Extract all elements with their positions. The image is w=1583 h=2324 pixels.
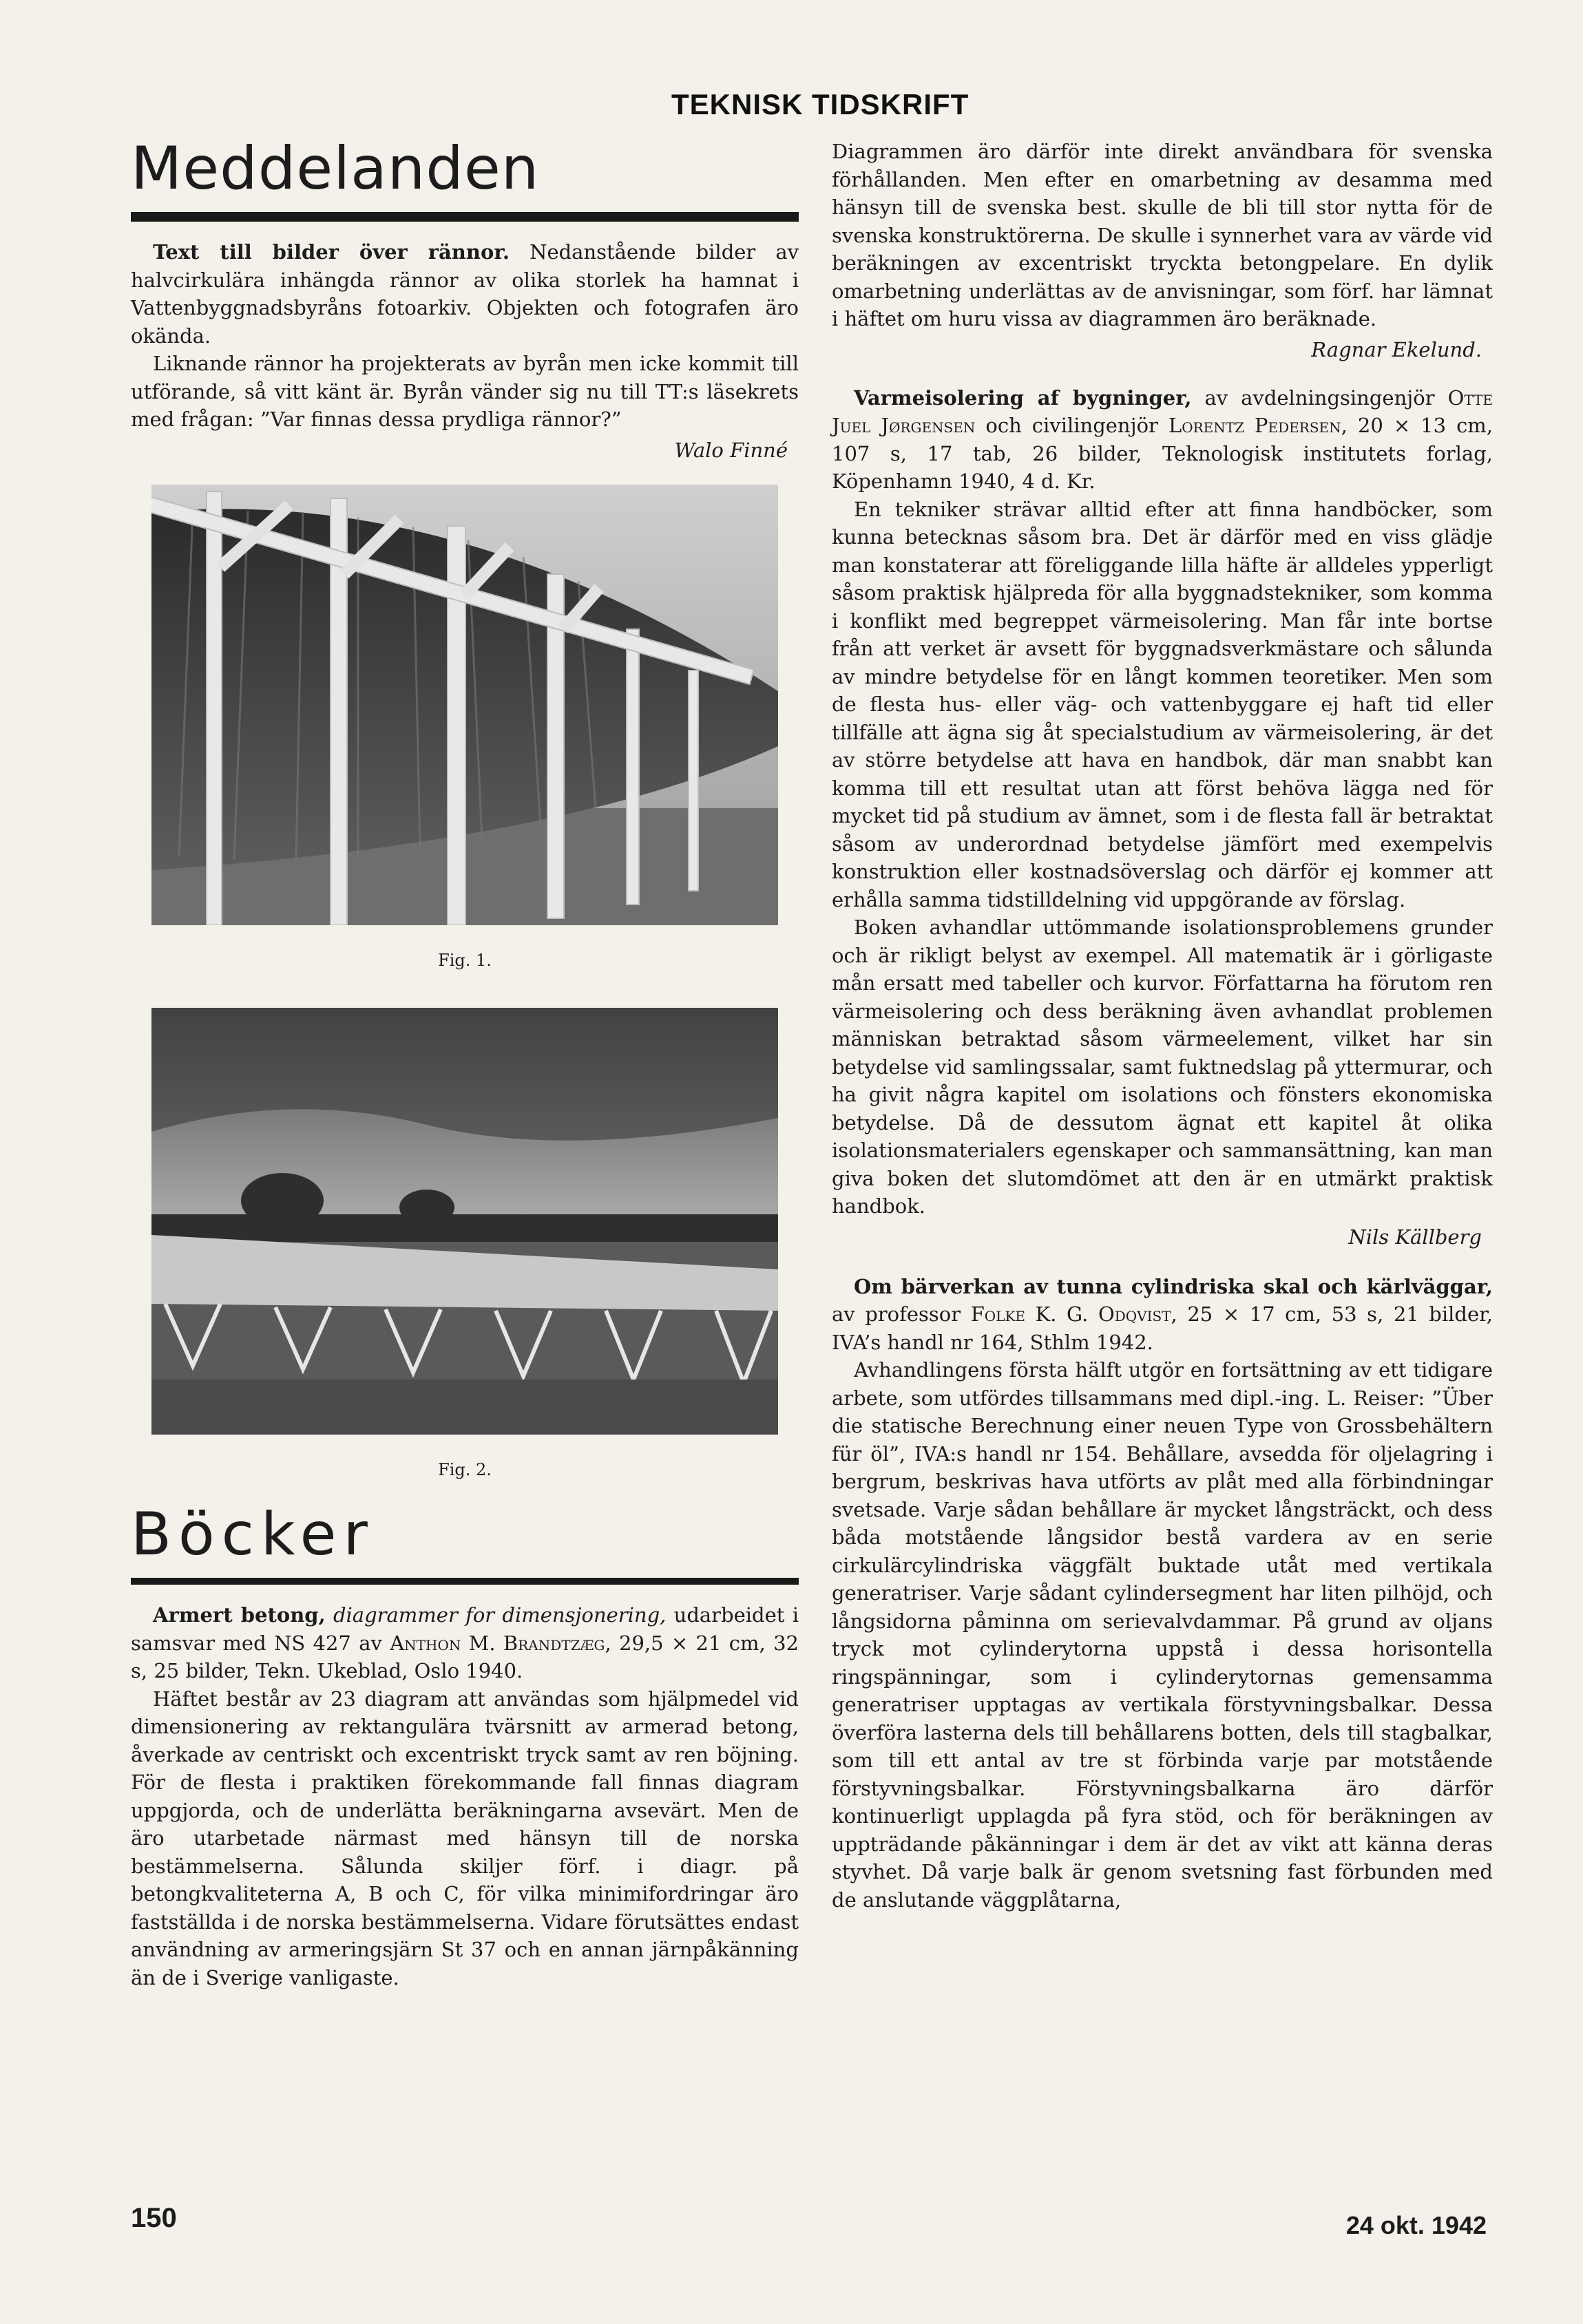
signature-walo-finne: Walo Finné xyxy=(674,438,788,462)
paragraph-text: Nedanstående bilder av halvcirkulära inhängda rännor av olika storlek ha hamnat i Vattenbyggnadsbyråns fotoarkiv. Objekten och fotografen äro okända. xyxy=(131,240,799,348)
book-title: Armert betong, xyxy=(153,1603,326,1627)
right-column xyxy=(832,138,1493,1914)
review-2-paragraph-2: Boken avhandlar uttömmande isolationsproblemens grunder och är rikligt belyst av exempel. All matematik är i görligaste mån ersatt med tabeller och kurvor. Författarna ha förutom ren värmeisolering och dess beräkning även avhandlat problemen människan betraktad såsom värmeelement, vilket har sin betydelse vid samlingssalar, samt fuktnedslag på yttermurar, och ha givit några kapitel om isolations och fönsters ekonomiska betydelse. Då de dessutom ägnat ett kapitel åt olika isolationsmaterialers egenskaper och sammansättning, kan man giva boken det slutomdömet att den är en utmärkt praktisk handbok. xyxy=(832,916,1493,1218)
section-rule xyxy=(131,212,799,222)
author-name: Folke K. G. Odqvist, xyxy=(970,1302,1177,1326)
citation-text: av avdelningsingenjör xyxy=(1204,385,1435,410)
lead-heading: Text till bilder över rännor. xyxy=(153,240,510,264)
citation-text: 25 × 17 cm, 53 s, 21 bilder, IVA’s handl nr 164, Sthlm 1942. xyxy=(832,1302,1493,1354)
review-3-paragraph-1: Avhandlingens första hälft utgör en fortsättning av ett tidigare arbete, som utfördes tillsammans med dipl.-ing. L. Reiser: ”Über die statische Berechnung einer neuen Type von Grossbehältern für öl”, IVA:s handl nr 154. Behållare, avsedda för oljelagring i bergrum, beskrivas hava utförts av plåt med alla förbindningar svetsade. Varje sådan behållare är mycket långsträckt, och dess båda motstående långsidor bestå vardera av en serie cirkulärcylindriska väggfält buktade utåt med vertikala generatriser. Varje sådant cylindersegment har liten pilhöjd, och långsidorna påminna om serievalvdammar. På grund av oljans tryck mot cylinderytorna uppstå i dessa horisontella ringspänningar, som i cylinderytornas gemensamma generatriser upptagas av vertikala förstyvningsbalkar. Dessa överföra lasterna dels till behållarens botten, dels till stagbalkar, som till ett antal av tre st förbinda varje par motstående förstyvningsbalkar. Förstyvningsbalkarna äro därför kontinuerligt upplagda på fyra stöd, och för beräkningen av uppträdande påkänningar i dem är det av vikt att känna deras styvhet. Då varje balk är genom svetsning fast förbunden med de anslutande väggplåtarna, xyxy=(832,1358,1493,1912)
section-title-bocker: Böcker xyxy=(131,1499,375,1569)
bocker-paragraph-1: Häftet består av 23 diagram att användas som hjälpmedel vid dimensionering av rektangulära tvärsnitt av armerad betong, åverkade av centriskt och excentriskt tryck samt av ren böjning. För de flesta i praktiken förekommande fall finnas diagram uppgjorda, och de underlätta beräkningarna avsevärt. Men de äro utarbetade närmast med hänsyn till de norska bestämmelserna. Sålunda skiljer förf. i diagr. på betongkvaliteterna A, B och C, för vilka minimifordringar äro fastställda i de norska bestämmelserna. Vidare förutsättes endast användning av armeringsjärn St 37 och en annan järnpåkänning än de i Sverige vanligaste. xyxy=(131,1687,799,1989)
signature-nils-kallberg: Nils Källberg xyxy=(1348,1225,1482,1249)
book-subtitle: diagrammer for dimensjonering, xyxy=(333,1603,667,1627)
author-name: Lorentz Pedersen, xyxy=(1168,414,1348,437)
author-name: Otte Juel Jørgensen xyxy=(832,385,1493,437)
meddelanden-paragraph-2: Liknande rännor ha projekterats av byrån men icke kommit till utförande, så vitt känt är. Byrån vänder sig nu till TT:s läsekrets med frågan: ”Var finnas dessa prydliga rännor?” xyxy=(131,352,799,432)
left-column xyxy=(131,134,799,1992)
citation-text: udarbeidet i samsvar med NS 427 av xyxy=(131,1603,799,1655)
issue-date: 24 okt. 1942 xyxy=(1345,2211,1487,2239)
citation-text: av professor xyxy=(832,1302,961,1326)
review-1-paragraph: Diagrammen äro därför inte direkt användbara för svenska förhållanden. Men efter en omarbetning av desamma med hänsyn till de svenska best. skulle de bli till stor nytta för de svenska konstruktörerna. De skulle i synnerhet vara av värde vid beräkningen av excentriskt tryckta betongpelare. En dylik omarbetning underlättas av de anvisningar, som förf. har lämnat i häftet om huru vissa av diagrammen äro beräknade. xyxy=(832,140,1493,330)
citation-text: och civilingenjör xyxy=(985,414,1158,437)
photo-figure-2 xyxy=(151,1008,778,1435)
review-3-citation xyxy=(832,1273,1493,1357)
citation-text: 29,5 × 21 cm, 32 s, 25 bilder, Tekn. Ukeblad, Oslo 1940. xyxy=(131,1631,799,1683)
page-number: 150 xyxy=(131,2203,177,2233)
book-title: Om bärverkan av tunna cylindriska skal och kärlväggar, xyxy=(854,1274,1493,1298)
signature-ragnar-ekelund: Ragnar Ekelund. xyxy=(1311,337,1482,361)
figure-2-caption: Fig. 2. xyxy=(438,1459,492,1479)
bocker-citation xyxy=(131,1601,799,1685)
masthead: TEKNISK TIDSKRIFT xyxy=(671,88,969,120)
section-rule xyxy=(131,1578,799,1585)
review-2-paragraph-1: En tekniker strävar alltid efter att finna handböcker, som kunna betecknas såsom bra. Det är därför med en viss glädje man konstaterar att föreliggande lilla häfte är alldeles ypperligt såsom praktisk hjälpreda för alla byggnadstekniker, som komma i konflikt med begreppet värmeisolering. Man får inte bortse från att verket är avsett för byggnadsverkmästare och sålunda av mindre betydelse för en långt kommen teoretiker. Men som de flesta hus- eller väg- och vattenbyggare ej haft tid eller tillfälle att ägna sig åt specialstudium av värmeisolering, är det av större betydelse att hava en handbok, där man snabbt kan komma till ett resultat utan att först behöva lägga ned för mycket tid på studium av ämnet, som i de flesta fall är betraktat såsom av underordnad betydelse jämfört med exempelvis konstruktion eller kostnadsöverslag och därför ej kommer att erhålla samma tidstilldelning vid uppgörande av förslag. xyxy=(832,497,1493,911)
section-title-meddelanden: Meddelanden xyxy=(131,134,540,203)
photo-figure-1 xyxy=(151,485,778,925)
book-title: Varmeisolering af bygninger, xyxy=(854,385,1192,410)
meddelanden-paragraph-1 xyxy=(131,238,799,350)
author-name: Anthon M. Brandtzæg, xyxy=(390,1631,611,1655)
review-2-citation xyxy=(832,384,1493,496)
figure-1-caption: Fig. 1. xyxy=(438,950,492,970)
citation-text: 20 × 13 cm, 107 s, 17 tab, 26 bilder, Teknologisk institutets forlag, Köpenhamn 1940, 4 d. Kr. xyxy=(832,414,1493,493)
